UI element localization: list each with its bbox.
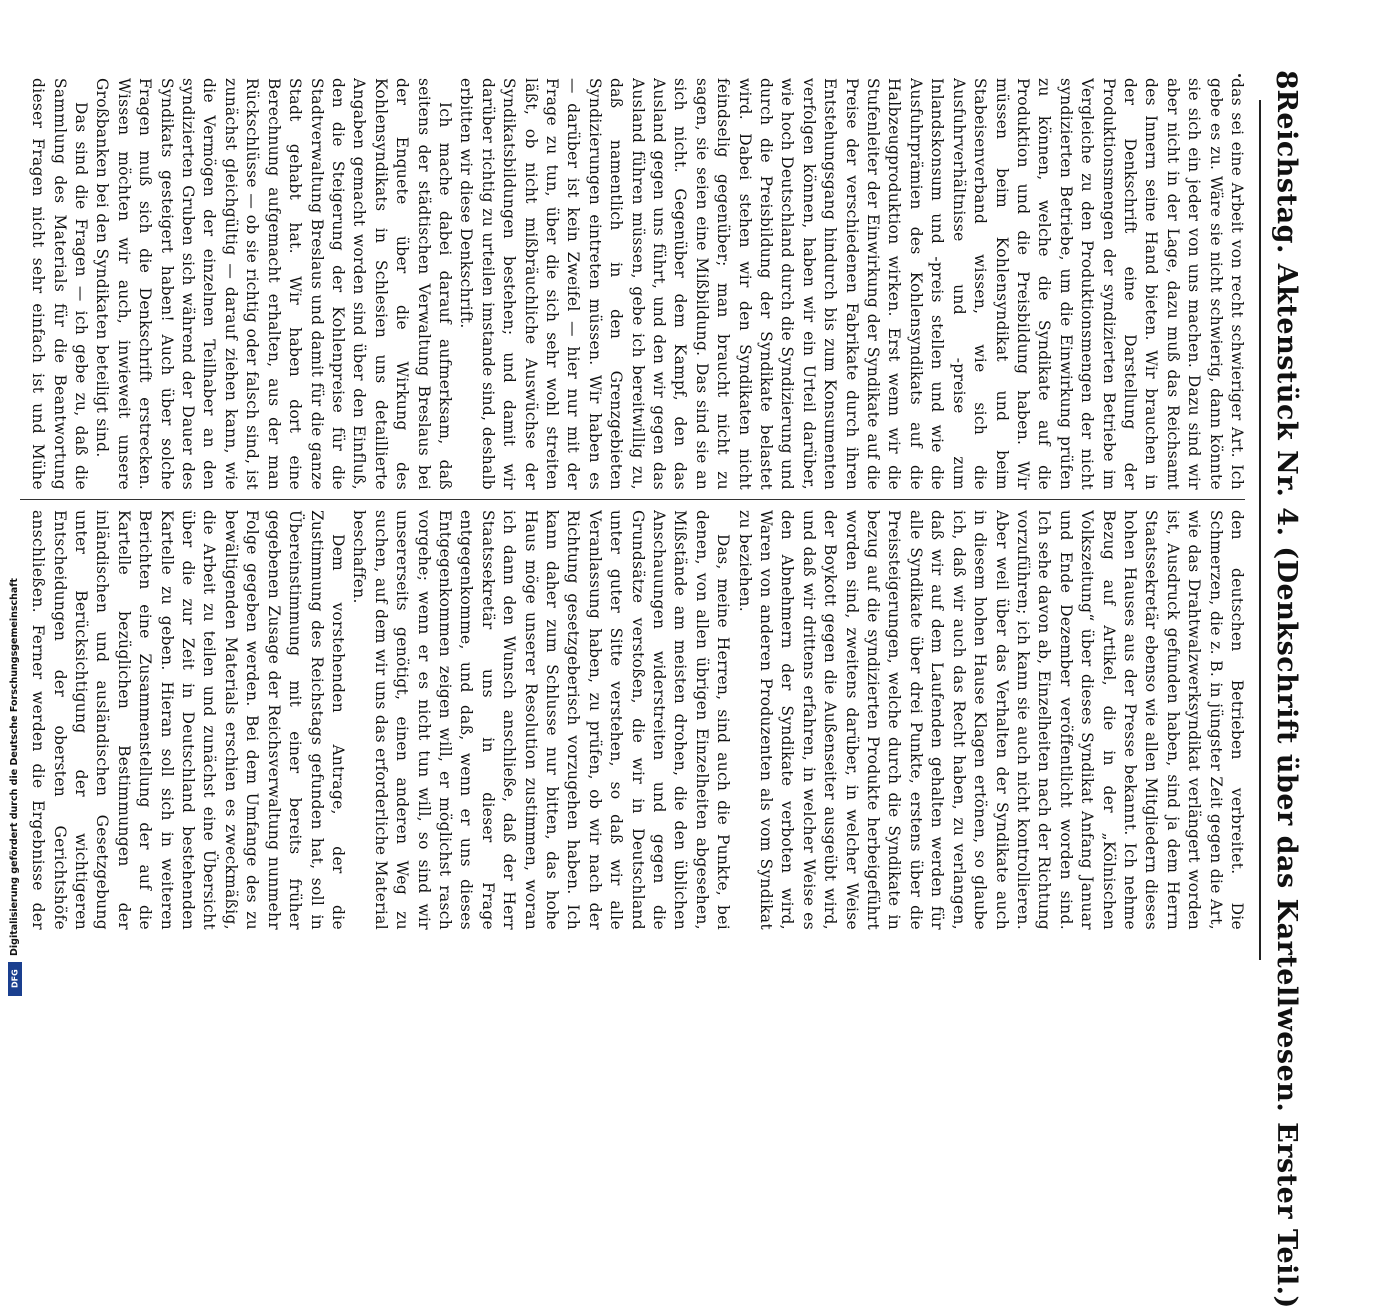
page-header xyxy=(1263,70,1311,1309)
margin-dot xyxy=(1238,74,1241,77)
page-title: Reichstag. Aktenstück Nr. 4. (Denkschrift über das Kartellwesen. Erster Teil.) xyxy=(1271,89,1303,1309)
paragraph: Dem vorstehenden Antrage, der die Zustimmung des Reichstags gefunden hat, soll in Übereinstimmung mit einer bereits früher gegebenen Zusage der Reichsverwaltung nunmehr Folge gegeben werden. Bei dem Umfange des zu bewältigenden Materials erschien es zweckmäßig, die Arbeit zu teilen und zunächst eine Übersicht über die zur Zeit in Deutschland bestehenden Kartelle zu geben. Hieran soll sich in weiteren Berichten eine Zusammenstellung der auf die Kartelle bezüglichen Bestimmungen der inländischen und ausländischen Gesetzgebung unter Berücksichtigung der wichtigeren Entscheidungen der obersten Gerichtshöfe anschließen. Ferner werden die Ergebnisse der xyxy=(29,510,347,930)
funding-note: Digitalisierung gefördert durch die Deutsche Forschungsgemeinschaft xyxy=(9,578,20,956)
paragraph: das sei eine Arbeit von recht schwieriger Art. Ich gebe es zu. Wäre sie nicht schwierig, dann könnte sie sich ein jeder von uns machen. Dazu sind wir aber nicht in der Lage, dazu muß das Reichsamt des Innern seine Hand bieten. Wir brauchen in der Denkschrift eine Darstellung der Produktionsmengen der syndizierten Betriebe im Vergleiche zu den Produktionsmengen der nicht syndizierten Betriebe, um die Einwirkung prüfen zu können, welche die Syndikate auf die Produktion und die Preisbildung haben. Wir müssen beim Kohlensyndikat und beim Stabeisenverband wissen, wie sich die Ausfuhrverhältnisse und -preise zum Inlandskonsum und -preis stellen und wie die Ausfuhrprämien des Kohlensyndikats auf die Halbzeugproduktion wirken. Erst wenn wir die Stufenleiter der Einwirkung der Syndikate auf die Preise der verschiedenen Fabrikate durch ihren Entstehungsgang hindurch bis zum Konsumenten verfolgen können, haben wir ein Urteil darüber, wie hoch Deutschland durch die Syndizierung und durch die Preisbildung der Syndikate belastet wird. Dabei stehen wir den Syndikaten nicht feindselig gegenüber; man braucht nicht zu sagen, sie seien eine Mißbildung. Das sind sie an sich nicht. Gegenüber dem Kampf, den das Ausland gegen uns führt, und den wir gegen das Ausland führen müssen, gebe ich bereitwillig zu, daß namentlich in den Grenzgebieten Syndizierungen eintreten müssen. Wir haben es — darüber ist kein Zweifel — hier nur mit der Frage zu tun, über die sich sehr wohl streiten läßt, ob nicht mißbräuchliche Auswüchse der Syndikatsbildungen bestehen; und damit wir darüber richtig zu urteilen imstande sind, deshalb erbitten wir diese Denkschrift. xyxy=(457,78,1246,490)
paragraph: Ich mache dabei darauf aufmerksam, daß seitens der städtischen Verwaltung Breslaus bei der Enquete über die Wirkung des Kohlensyndikats in Schlesien uns detaillierte Angaben gemacht worden sind über den Einfluß, den die Steigerung der Kohlenpreise für die Stadtverwaltung Breslaus und damit für die ganze Stadt gehabt hat. Wir haben dort eine Berechnung aufgemacht erhalten, aus der man Rückschlüsse — ob sie richtig oder falsch sind, ist zunächst gleichgültig — darauf ziehen kann, wie die Vermögen der einzelnen Teilhaber an den syndizierten Gruben sich während der Dauer des Syndikats gesteigert haben! Auch über solche Fragen muß sich die Denkschrift erstrecken. Wissen möchten wir auch, inwieweit unsere Großbanken bei den Syndikaten beteiligt sind. xyxy=(93,78,454,490)
column-divider xyxy=(20,499,1245,500)
left-column xyxy=(25,78,1247,490)
paragraph: Das, meine Herren, sind auch die Punkte, bei denen, von allen übrigen Einzelheiten abgesehen, Mißstände am meisten drohen, die den üblichen Anschauungen widerstreiten und gegen die Grundsätze verstoßen, die wir in Deutschland unter guter Sitte verstehen, so daß wir alle Veranlassung haben, zu prüfen, ob wir nach der Richtung gesetzgeberisch vorzugehen haben. Ich kann daher zum Schlusse nur bitten, das hohe Haus möge unserer Resolution zustimmen, woran ich dann den Wunsch anschließe, daß der Herr Staatssekretär uns in dieser Frage entgegenkomme, und daß, wenn er uns dieses Entgegenkommen zeigen will, er möglichst rasch vorgehe; wenn er es nicht tun will, so sind wir unsererseits genötigt, einen anderen Weg zu suchen, auf dem wir uns das erforderliche Material beschaffen. xyxy=(350,510,733,930)
header-rule xyxy=(1259,100,1261,960)
right-column xyxy=(25,510,1247,930)
funding-footer xyxy=(4,0,26,1000)
dfg-logo: DFG xyxy=(8,962,22,996)
page-number: 8 xyxy=(1270,70,1304,90)
paragraph: Das sind die Fragen — ich gebe zu, daß die Sammlung des Materials für die Beantwortung dieser Fragen nicht sehr einfach ist und Mühe xyxy=(29,78,91,490)
paragraph: den deutschen Betrieben verbreitet. Die Schmerzen, die z. B. in jüngster Zeit gegen die Art, wie das Drahtwalzwerksyndikat verlängert worden ist, Ausdruck gefunden haben, sind ja dem Herrn Staatssekretär ebenso wie allen Mitgliedern dieses hohen Hauses aus der Presse bekannt. Ich nehme Bezug auf Artikel, die in der „Kölnischen Volkszeitung“ über dieses Syndikat Anfang Januar und Ende Dezember veröffentlicht worden sind. Ich sehe davon ab, Einzelheiten nach der Richtung vorzuführen; ich kann sie auch nicht kontrollieren. Aber weil über das Verhalten der Syndikate auch in diesem hohen Hause Klagen ertönen, so glaube ich, daß wir auch das Recht haben, zu verlangen, daß wir auf dem Laufenden gehalten werden für alle Syndikate über drei Punkte, erstens über die Preissteigerungen, welche durch die Syndikate in bezug auf die syndizierten Produkte herbeigeführt worden sind, zweitens darüber, in welcher Weise der Boykott gegen die Außenseiter ausgeübt wird, und daß wir drittens erfahren, in welcher Weise es den Abnehmern der Syndikate verboten wird, Waren von anderen Produzenten als vom Syndikat zu beziehen. xyxy=(735,510,1246,930)
